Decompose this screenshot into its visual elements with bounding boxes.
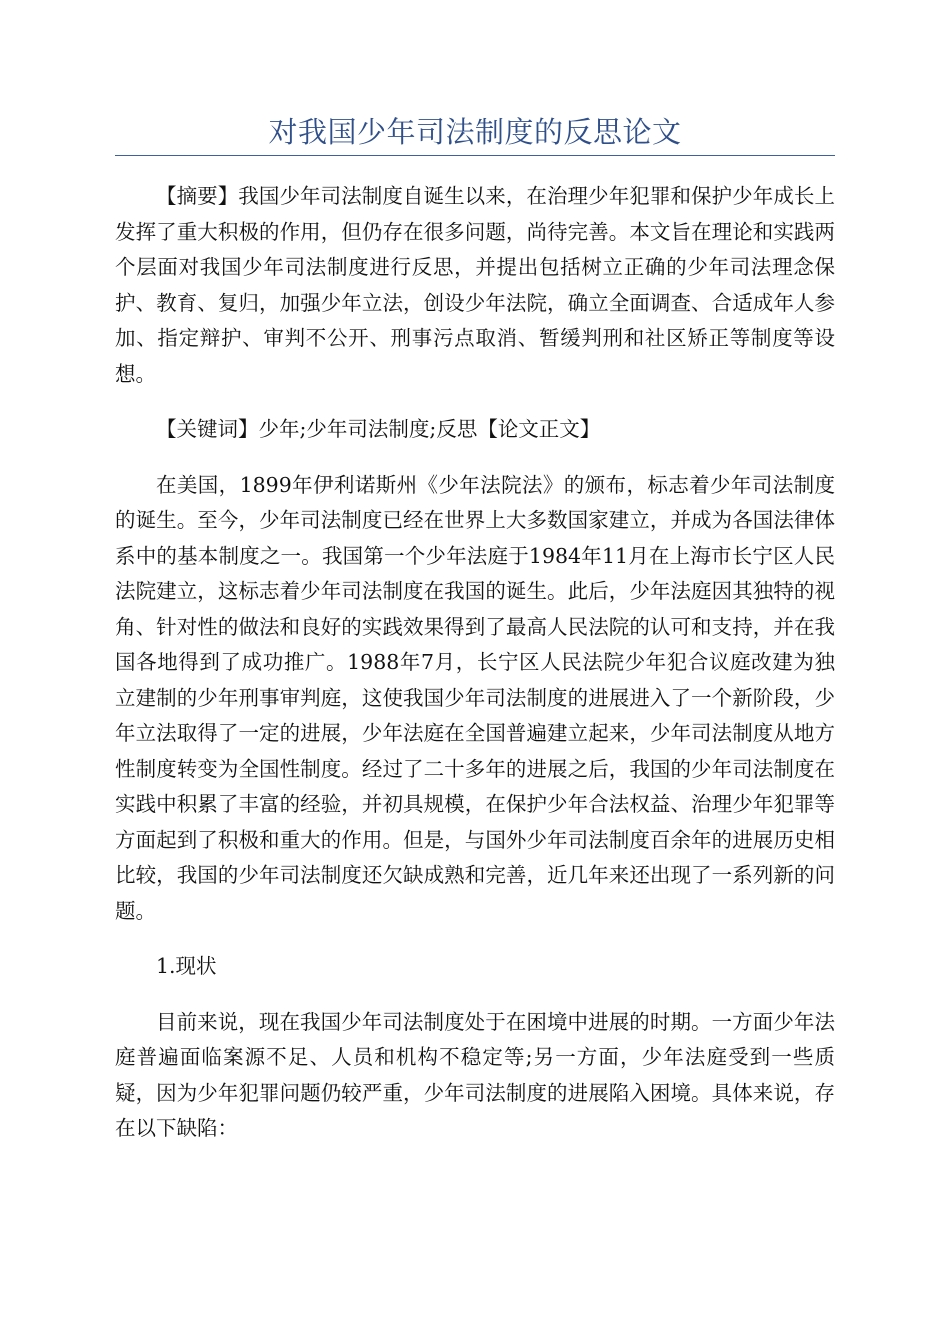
document-page [115,110,835,1147]
title-underline [115,155,835,156]
body-paragraph-status: 目前来说，现在我国少年司法制度处于在困境中进展的时期。一方面少年法庭普遍面临案源不足、人员和机构不稳定等;另一方面，少年法庭受到一些质疑，因为少年犯罪问题仍较严重，少年司法制度的进展陷入困境。具体来说，存在以下缺陷： [115,1009,835,1140]
abstract-paragraph: 【摘要】我国少年司法制度自诞生以来，在治理少年犯罪和保护少年成长上发挥了重大积极的作用，但仍存在很多问题，尚待完善。本文旨在理论和实践两个层面对我国少年司法制度进行反思，并提出包括树立正确的少年司法理念保护、教育、复归，加强少年立法，创设少年法院，确立全面调查、合适成年人参加、指定辩护、审判不公开、刑事污点取消、暂缓判刑和社区矫正等制度等设想。 [115,184,835,386]
section-heading: 1.现状 [156,954,217,978]
keywords-line: 【关键词】少年;少年司法制度;反思【论文正文】 [156,417,601,441]
document-title: 对我国少年司法制度的反思论文 [268,115,682,149]
body-paragraph-intro: 在美国，1899年伊利诺斯州《少年法院法》的颁布，标志着少年司法制度的诞生。至今，少年司法制度已经在世界上大多数国家建立，并成为各国法律体系中的基本制度之一。我国第一个少年法庭于1984年11月在上海市长宁区人民法院建立，这标志着少年司法制度在我国的诞生。此后，少年法庭因其独特的视角、针对性的做法和良好的实践效果得到了最高人民法院的认可和支持，并在我国各地得到了成功推广。1988年7月，长宁区人民法院少年犯合议庭改建为独立建制的少年刑事审判庭，这使我国少年司法制度的进展进入了一个新阶段，少年立法取得了一定的进展，少年法庭在全国普遍建立起来，少年司法制度从地方性制度转变为全国性制度。经过了二十多年的进展之后，我国的少年司法制度在实践中积累了丰富的经验，并初具规模，在保护少年合法权益、治理少年犯罪等方面起到了积极和重大的作用。但是，与国外少年司法制度百余年的进展历史相比较，我国的少年司法制度还欠缺成熟和完善，近几年来还出现了一系列新的问题。 [115,472,835,923]
